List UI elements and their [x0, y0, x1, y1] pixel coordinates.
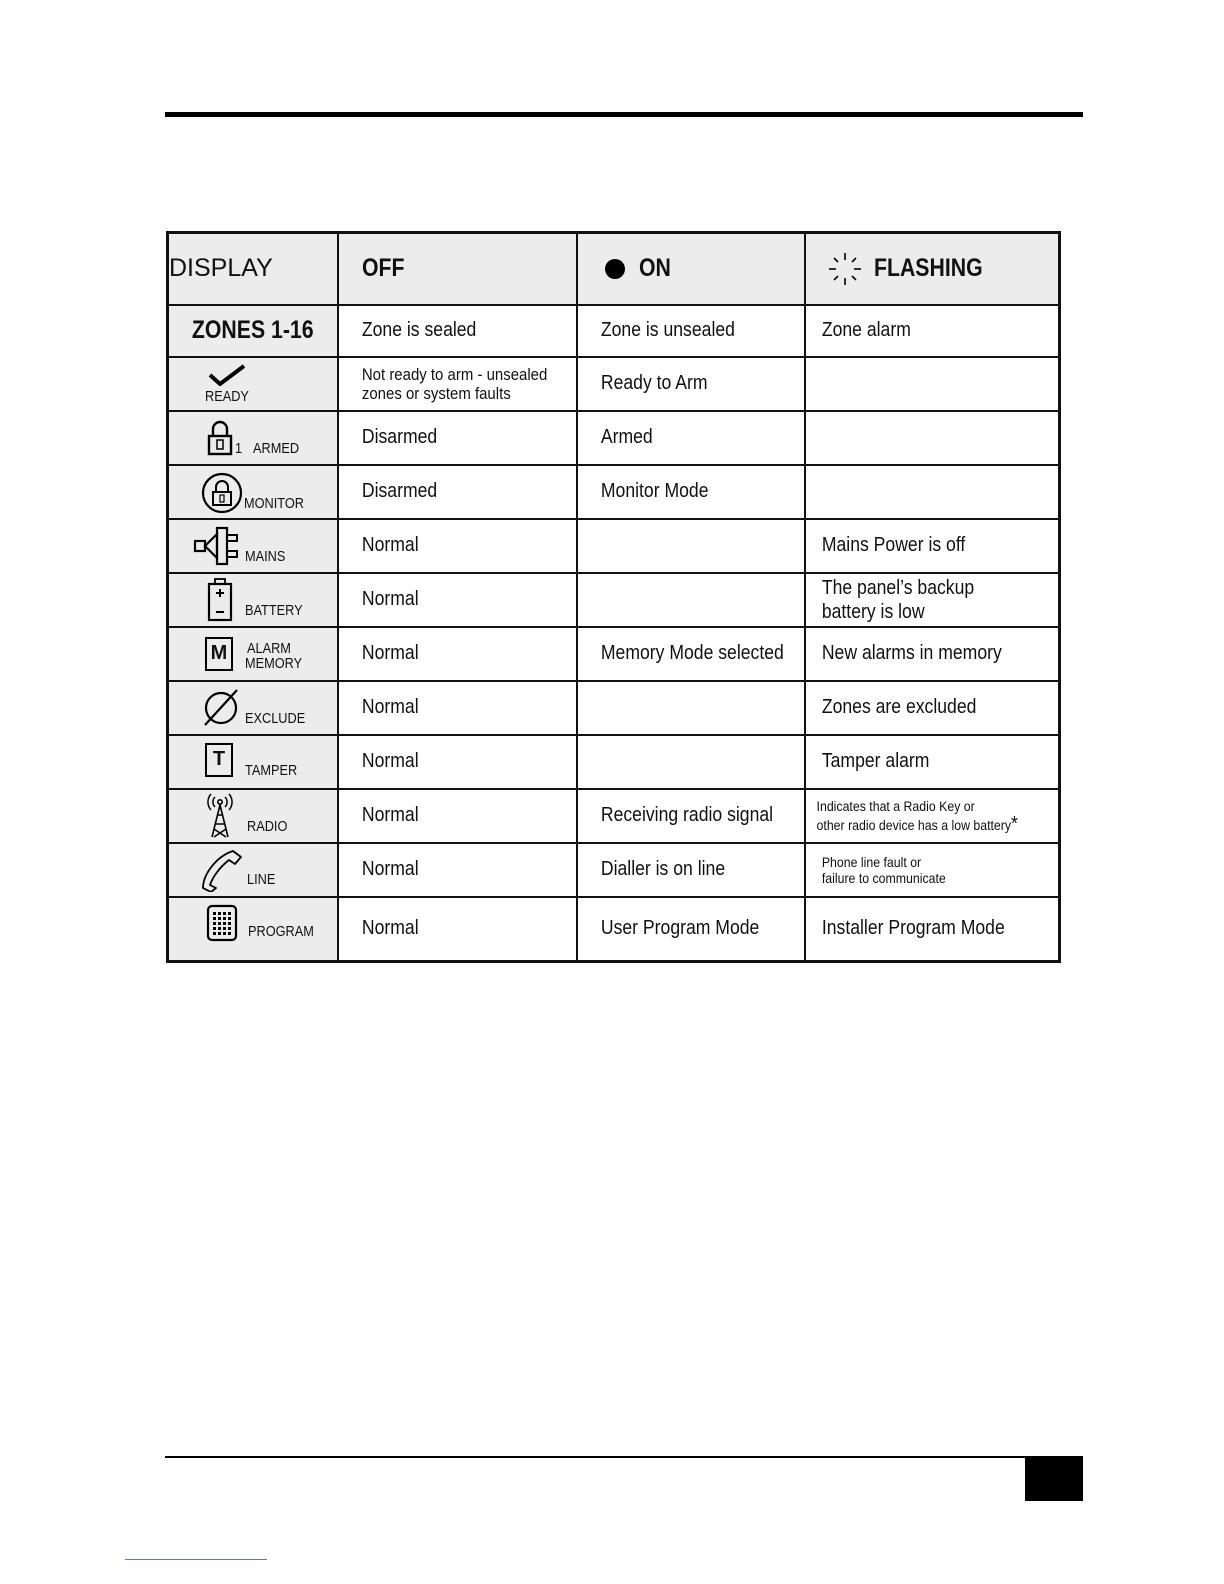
- flashing-cell: New alarms in memory: [805, 627, 1060, 681]
- flashing-cell: Installer Program Mode: [805, 897, 1060, 962]
- table-header-row: [168, 233, 1060, 305]
- display-cell: BATTERY: [168, 573, 338, 627]
- flashing-burst-icon: [826, 250, 864, 288]
- off-cell: Normal: [338, 789, 577, 843]
- display-cell: ZONES 1-16: [168, 305, 338, 357]
- display-cell: MONITOR: [168, 465, 338, 519]
- on-cell: [577, 519, 805, 573]
- flashing-cell: Tamper alarm: [805, 735, 1060, 789]
- on-cell: [577, 573, 805, 627]
- display-cell: READY: [168, 357, 338, 411]
- tamper-t-icon: T: [205, 743, 233, 777]
- off-cell: Normal: [338, 843, 577, 897]
- battery-icon: [207, 578, 233, 622]
- flashing-cell: Zones are excluded: [805, 681, 1060, 735]
- table-row: [168, 843, 1060, 897]
- off-cell: Disarmed: [338, 465, 577, 519]
- header-on: ON: [577, 233, 805, 305]
- display-cell: T TAMPER: [168, 735, 338, 789]
- off-cell: Not ready to arm - unsealed zones or system faults: [338, 357, 577, 411]
- flashing-cell: Zone alarm: [805, 305, 1060, 357]
- radio-tower-icon: [205, 793, 235, 839]
- empty-set-icon: [201, 687, 241, 727]
- padlock-icon: [207, 420, 233, 456]
- on-cell: Receiving radio signal: [577, 789, 805, 843]
- on-cell: Monitor Mode: [577, 465, 805, 519]
- header-flashing: FLASHING: [805, 233, 1060, 305]
- on-cell: [577, 735, 805, 789]
- keypad-icon: [206, 904, 238, 942]
- on-cell: Dialler is on line: [577, 843, 805, 897]
- off-cell: Normal: [338, 681, 577, 735]
- footer-link-underline[interactable]: [125, 1559, 267, 1560]
- off-cell: Normal: [338, 627, 577, 681]
- off-cell: Zone is sealed: [338, 305, 577, 357]
- table-row: [168, 735, 1060, 789]
- flashing-cell: [805, 465, 1060, 519]
- header-display: DISPLAY: [168, 233, 338, 305]
- off-cell: Disarmed: [338, 411, 577, 465]
- display-legend-table: [166, 231, 1061, 963]
- circled-padlock-icon: [201, 472, 243, 514]
- flashing-cell: The panel’s backup battery is low: [805, 573, 1060, 627]
- on-cell: User Program Mode: [577, 897, 805, 962]
- off-cell: Normal: [338, 735, 577, 789]
- flashing-cell: Indicates that a Radio Key or other radio device has a low battery*: [805, 789, 1060, 843]
- display-cell: EXCLUDE: [168, 681, 338, 735]
- flashing-cell: Mains Power is off: [805, 519, 1060, 573]
- header-rule: [165, 112, 1083, 117]
- on-cell: Zone is unsealed: [577, 305, 805, 357]
- footer-rule: [165, 1456, 1083, 1458]
- table-row: [168, 519, 1060, 573]
- power-plug-icon: [193, 526, 245, 566]
- on-cell: [577, 681, 805, 735]
- flashing-cell: [805, 357, 1060, 411]
- display-cell: MAINS: [168, 519, 338, 573]
- display-cell: LINE: [168, 843, 338, 897]
- off-cell: Normal: [338, 573, 577, 627]
- header-off: OFF: [338, 233, 577, 305]
- display-cell: PROGRAM: [168, 897, 338, 962]
- solid-dot-icon: [605, 259, 625, 279]
- phone-handset-icon: [199, 848, 243, 892]
- table-row: [168, 789, 1060, 843]
- table-row: [168, 681, 1060, 735]
- table-row: [168, 573, 1060, 627]
- display-cell: RADIO: [168, 789, 338, 843]
- table-row: [168, 305, 1060, 357]
- display-cell: 1 ARMED: [168, 411, 338, 465]
- on-cell: Armed: [577, 411, 805, 465]
- table-row: [168, 411, 1060, 465]
- off-cell: Normal: [338, 897, 577, 962]
- on-cell: Ready to Arm: [577, 357, 805, 411]
- checkmark-icon: [207, 364, 247, 386]
- table-row: [168, 627, 1060, 681]
- memory-m-icon: M: [205, 637, 233, 671]
- page-number-box: [1025, 1458, 1083, 1501]
- flashing-cell: [805, 411, 1060, 465]
- table-row: [168, 897, 1060, 962]
- on-cell: Memory Mode selected: [577, 627, 805, 681]
- off-cell: Normal: [338, 519, 577, 573]
- table-row: [168, 357, 1060, 411]
- flashing-cell: Phone line fault or failure to communicate: [805, 843, 1060, 897]
- table-row: [168, 465, 1060, 519]
- display-cell: M ALARM MEMORY: [168, 627, 338, 681]
